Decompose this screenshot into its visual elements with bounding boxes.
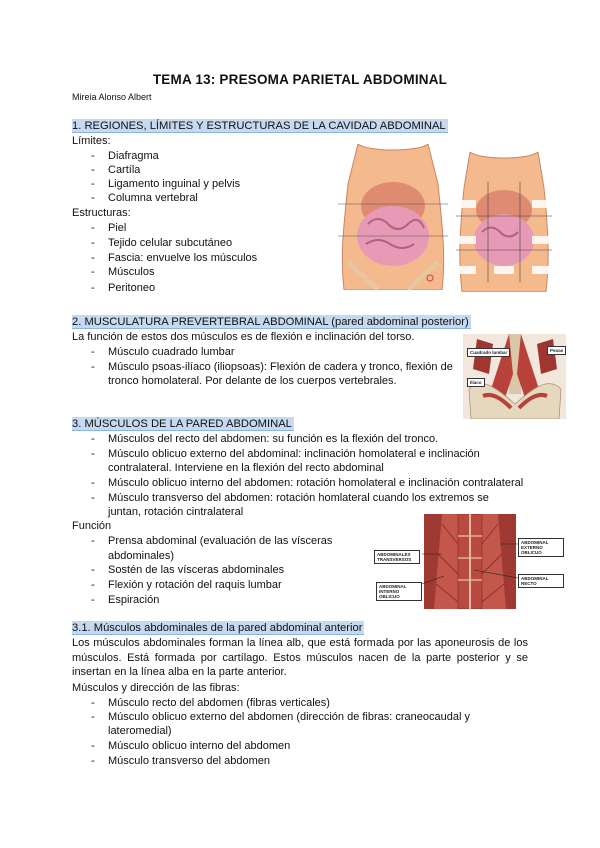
author-name: Mireia Alonso Albert (72, 92, 152, 102)
list-item-continuation: contralateral. Interviene en la flexión del recto abdominal (108, 462, 384, 474)
section-1-heading: 1. REGIONES, LÍMITES Y ESTRUCTURAS DE LA CAVIDAD ABDOMINAL (72, 120, 446, 132)
figure-label: Psoas (547, 346, 566, 355)
figure-label: ABDOMINAL RECTO (518, 574, 564, 588)
section-3-1-paragraph: Los músculos abdominales forman la línea alb, que está formada por las aponeurosis de los músculos. Está formada por cartílago. Estos músculos nacen de la parte posterior y se insertan en la línea alba en la parte anterior. (72, 637, 528, 678)
figure-label: ABDOMINALES TRANSVERSOS (374, 550, 420, 564)
document-title: TEMA 13: PRESOMA PARIETAL ABDOMINAL (152, 72, 448, 87)
section-3-heading: 3. MÚSCULOS DE LA PARED ABDOMINAL (72, 418, 292, 430)
list-item-continuation: abdominales) (108, 550, 175, 562)
abdominal-regions-figure (456, 152, 552, 292)
section-3-1-heading: 3.1. Músculos abdominales de la pared abdominal anterior (72, 622, 363, 634)
abdominal-cavity-figure (338, 144, 448, 290)
figure-label: ABDOMINAL INTERNO OBLICUO (376, 582, 422, 601)
figure-label: Ilíaco (467, 378, 485, 387)
list-item-continuation: lateromedial) (108, 725, 172, 737)
section-2-heading: 2. MUSCULATURA PREVERTEBRAL ABDOMINAL (pared abdominal posterior) (72, 316, 469, 328)
list-item-continuation: tronco homolateral. Por delante de los cuerpos vertebrales. (108, 375, 397, 387)
fiber-direction-label: Músculos y dirección de las fibras: (72, 682, 240, 694)
list-item-continuation: juntan, rotación cintralateral (108, 506, 244, 518)
figure-label: ABDOMINAL EXTERNO OBLICUO (518, 538, 564, 557)
posterior-wall-figure (463, 334, 566, 419)
estructuras-label: Estructuras: (72, 207, 131, 219)
abdominal-muscles-figure (372, 514, 568, 609)
section-2-intro: La función de estos dos músculos es de flexión e inclinación del torso. (72, 331, 415, 343)
limites-label: Límites: (72, 135, 111, 147)
funcion-label: Función (72, 520, 112, 532)
figure-label: Cuadrado lumbar (467, 348, 510, 357)
